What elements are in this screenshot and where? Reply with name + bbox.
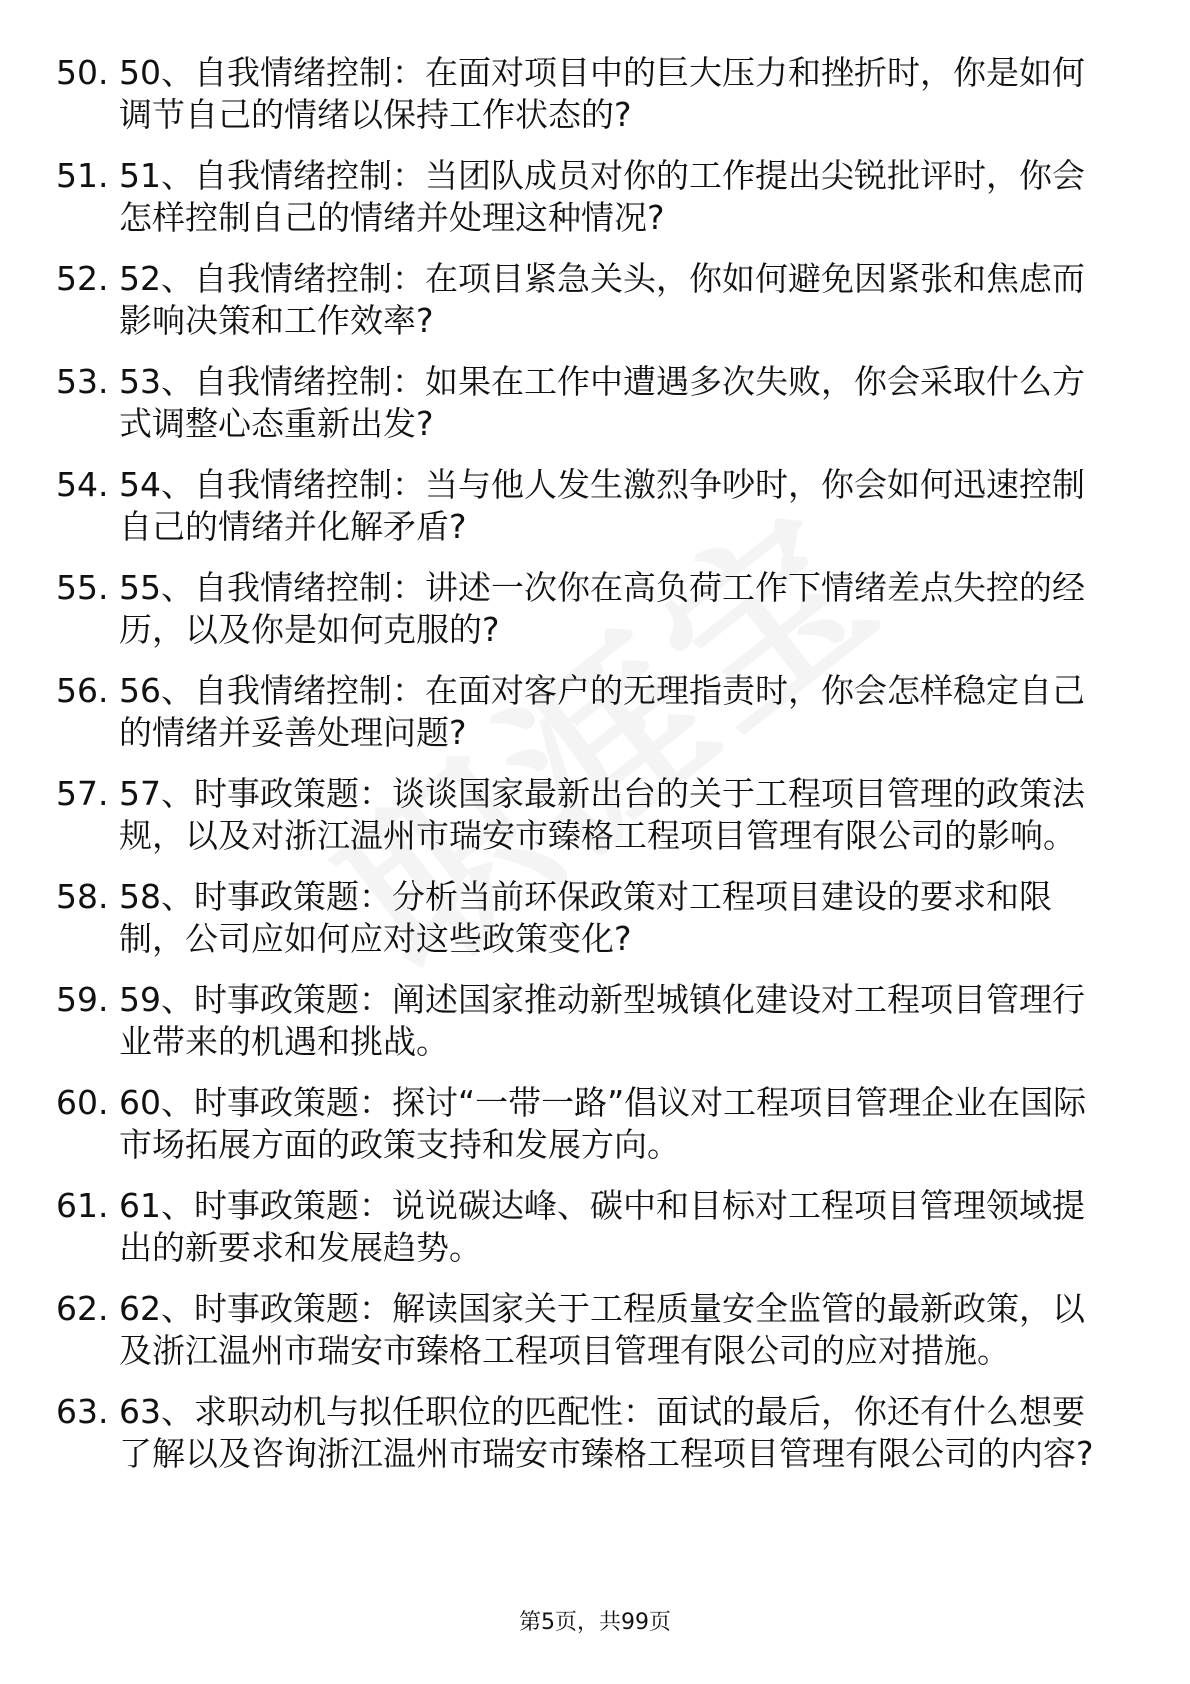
- item-number: 51.: [56, 156, 109, 195]
- item-number: 52.: [56, 259, 109, 298]
- list-item: [56, 773, 1116, 857]
- item-text: 53、自我情绪控制：如果在工作中遭遇多次失败，你会采取什么方式调整心态重新出发?: [119, 362, 1085, 443]
- item-number: 63.: [56, 1392, 109, 1431]
- list-item: [56, 464, 1116, 548]
- list-item: [56, 52, 1116, 136]
- page-footer: 第5页，共99页: [519, 1610, 671, 1635]
- list-item: [56, 876, 1116, 960]
- item-number: 56.: [56, 671, 109, 710]
- list-item: [56, 258, 1116, 342]
- list-item: [56, 361, 1116, 445]
- item-number: 61.: [56, 1186, 109, 1225]
- list-item: [56, 567, 1116, 651]
- question-list: [56, 52, 1116, 1494]
- item-number: 54.: [56, 465, 109, 504]
- list-item: [56, 670, 1116, 754]
- list-item: [56, 1391, 1116, 1475]
- item-number: 59.: [56, 980, 109, 1019]
- item-number: 55.: [56, 568, 109, 607]
- item-text: 57、时事政策题：谈谈国家最新出台的关于工程项目管理的政策法规，以及对浙江温州市瑞安市臻格工程项目管理有限公司的影响。: [119, 774, 1085, 855]
- item-text: 52、自我情绪控制：在项目紧急关头，你如何避免因紧张和焦虑而影响决策和工作效率?: [119, 259, 1085, 340]
- item-number: 62.: [56, 1289, 109, 1328]
- item-text: 54、自我情绪控制：当与他人发生激烈争吵时，你会如何迅速控制自己的情绪并化解矛盾?: [119, 465, 1085, 546]
- item-number: 53.: [56, 362, 109, 401]
- item-text: 51、自我情绪控制：当团队成员对你的工作提出尖锐批评时，你会怎样控制自己的情绪并处理这种情况?: [119, 156, 1085, 237]
- item-number: 50.: [56, 53, 109, 92]
- item-text: 60、时事政策题：探讨“一带一路”倡议对工程项目管理企业在国际市场拓展方面的政策支持和发展方向。: [119, 1083, 1087, 1164]
- list-item: [56, 979, 1116, 1063]
- item-text: 56、自我情绪控制：在面对客户的无理指责时，你会怎样稳定自己的情绪并妥善处理问题?: [119, 671, 1085, 752]
- item-text: 59、时事政策题：阐述国家推动新型城镇化建设对工程项目管理行业带来的机遇和挑战。: [119, 980, 1085, 1061]
- item-number: 58.: [56, 877, 109, 916]
- item-text: 50、自我情绪控制：在面对项目中的巨大压力和挫折时，你是如何调节自己的情绪以保持工作状态的?: [119, 53, 1085, 134]
- item-text: 62、时事政策题：解读国家关于工程质量安全监管的最新政策，以及浙江温州市瑞安市臻格工程项目管理有限公司的应对措施。: [119, 1289, 1085, 1370]
- item-text: 63、求职动机与拟任职位的匹配性：面试的最后，你还有什么想要了解以及咨询浙江温州市瑞安市臻格工程项目管理有限公司的内容?: [119, 1392, 1094, 1473]
- list-item: [56, 1288, 1116, 1372]
- item-text: 58、时事政策题：分析当前环保政策对工程项目建设的要求和限制，公司应如何应对这些政策变化?: [119, 877, 1052, 958]
- list-item: [56, 155, 1116, 239]
- item-number: 57.: [56, 774, 109, 813]
- item-number: 60.: [56, 1083, 109, 1122]
- list-item: [56, 1082, 1116, 1166]
- item-text: 55、自我情绪控制：讲述一次你在高负荷工作下情绪差点失控的经历，以及你是如何克服的?: [119, 568, 1085, 649]
- list-item: [56, 1185, 1116, 1269]
- item-text: 61、时事政策题：说说碳达峰、碳中和目标对工程项目管理领域提出的新要求和发展趋势。: [119, 1186, 1085, 1267]
